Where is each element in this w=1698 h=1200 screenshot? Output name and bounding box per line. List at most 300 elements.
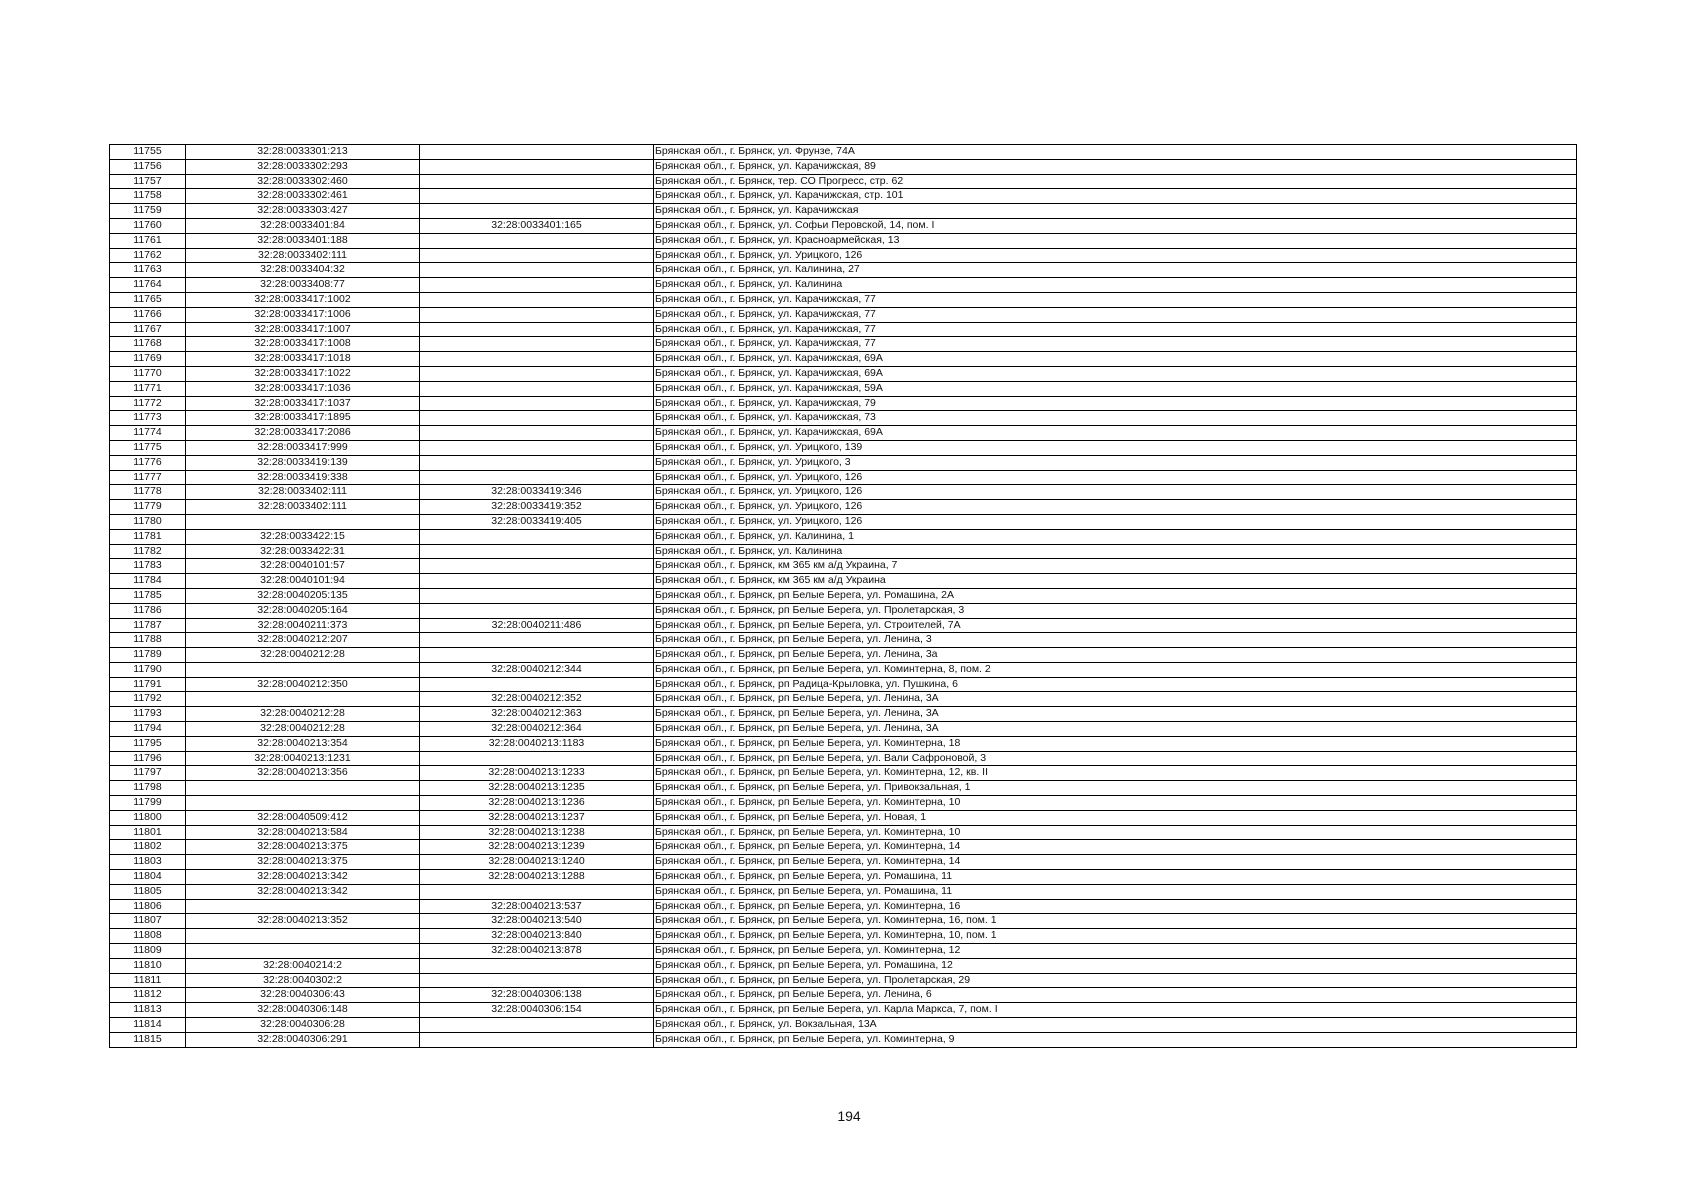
row-number-cell: 11791 (110, 677, 186, 692)
cadastral-number-cell: 32:28:0040213:342 (186, 870, 420, 885)
related-cadastral-number-cell: 32:28:0040212:352 (420, 692, 654, 707)
table-row (110, 781, 1577, 796)
cadastral-number-cell: 32:28:0033417:1037 (186, 396, 420, 411)
address-cell: Брянская обл., г. Брянск, рп Белые Берега, ул. Строителей, 7А (654, 618, 1577, 633)
related-cadastral-number-cell (420, 884, 654, 899)
cadastral-number-cell: 32:28:0040306:291 (186, 1032, 420, 1047)
related-cadastral-number-cell (420, 174, 654, 189)
table-row (110, 648, 1577, 663)
address-cell: Брянская обл., г. Брянск, ул. Карачижская (654, 204, 1577, 219)
table-row (110, 603, 1577, 618)
address-cell: Брянская обл., г. Брянск, ул. Калинина, 1 (654, 529, 1577, 544)
row-number-cell: 11782 (110, 544, 186, 559)
related-cadastral-number-cell (420, 204, 654, 219)
related-cadastral-number-cell (420, 337, 654, 352)
address-cell: Брянская обл., г. Брянск, ул. Калинина (654, 544, 1577, 559)
address-cell: Брянская обл., г. Брянск, ул. Урицкого, 126 (654, 514, 1577, 529)
table-row (110, 588, 1577, 603)
row-number-cell: 11759 (110, 204, 186, 219)
table-row (110, 633, 1577, 648)
row-number-cell: 11767 (110, 322, 186, 337)
related-cadastral-number-cell: 32:28:0040212:364 (420, 722, 654, 737)
address-cell: Брянская обл., г. Брянск, рп Белые Берега, ул. Коминтерна, 18 (654, 736, 1577, 751)
cadastral-number-cell: 32:28:0040302:2 (186, 973, 420, 988)
row-number-cell: 11813 (110, 1003, 186, 1018)
related-cadastral-number-cell (420, 322, 654, 337)
row-number-cell: 11806 (110, 899, 186, 914)
related-cadastral-number-cell (420, 189, 654, 204)
cadastral-number-cell: 32:28:0033301:213 (186, 145, 420, 160)
address-cell: Брянская обл., г. Брянск, рп Белые Берега, ул. Коминтерна, 8, пом. 2 (654, 662, 1577, 677)
table-row (110, 944, 1577, 959)
row-number-cell: 11800 (110, 810, 186, 825)
address-cell: Брянская обл., г. Брянск, ул. Карачижская, 69А (654, 352, 1577, 367)
row-number-cell: 11760 (110, 218, 186, 233)
table-row (110, 440, 1577, 455)
related-cadastral-number-cell: 32:28:0040306:138 (420, 988, 654, 1003)
row-number-cell: 11784 (110, 574, 186, 589)
table-row (110, 662, 1577, 677)
cadastral-number-cell: 32:28:0040213:356 (186, 766, 420, 781)
row-number-cell: 11775 (110, 440, 186, 455)
cadastral-number-cell: 32:28:0033302:461 (186, 189, 420, 204)
address-cell: Брянская обл., г. Брянск, ул. Карачижская, 69А (654, 426, 1577, 441)
cadastral-number-cell: 32:28:0033422:15 (186, 529, 420, 544)
address-cell: Брянская обл., г. Брянск, рп Белые Берега, ул. Коминтерна, 14 (654, 840, 1577, 855)
address-cell: Брянская обл., г. Брянск, рп Белые Берега, ул. Коминтерна, 9 (654, 1032, 1577, 1047)
table-row (110, 1003, 1577, 1018)
related-cadastral-number-cell: 32:28:0040213:1238 (420, 825, 654, 840)
related-cadastral-number-cell (420, 426, 654, 441)
table-row (110, 884, 1577, 899)
address-cell: Брянская обл., г. Брянск, ул. Карачижская, 69А (654, 366, 1577, 381)
address-cell: Брянская обл., г. Брянск, ул. Урицкого, 126 (654, 470, 1577, 485)
related-cadastral-number-cell (420, 159, 654, 174)
address-cell: Брянская обл., г. Брянск, ул. Красноармейская, 13 (654, 233, 1577, 248)
table-row (110, 204, 1577, 219)
cadastral-number-cell: 32:28:0033417:1002 (186, 292, 420, 307)
address-cell: Брянская обл., г. Брянск, рп Белые Берега, ул. Коминтерна, 12 (654, 944, 1577, 959)
row-number-cell: 11809 (110, 944, 186, 959)
cadastral-number-cell: 32:28:0040306:43 (186, 988, 420, 1003)
cadastral-number-cell: 32:28:0033402:111 (186, 248, 420, 263)
address-cell: Брянская обл., г. Брянск, рп Белые Берега, ул. Вали Сафроновой, 3 (654, 751, 1577, 766)
related-cadastral-number-cell: 32:28:0040213:1237 (420, 810, 654, 825)
cadastral-number-cell: 32:28:0040205:135 (186, 588, 420, 603)
table-row (110, 248, 1577, 263)
table-row (110, 677, 1577, 692)
related-cadastral-number-cell: 32:28:0033419:352 (420, 500, 654, 515)
address-cell: Брянская обл., г. Брянск, тер. СО Прогресс, стр. 62 (654, 174, 1577, 189)
related-cadastral-number-cell (420, 588, 654, 603)
cadastral-number-cell: 32:28:0040212:350 (186, 677, 420, 692)
row-number-cell: 11786 (110, 603, 186, 618)
related-cadastral-number-cell: 32:28:0040213:540 (420, 914, 654, 929)
cadastral-number-cell (186, 929, 420, 944)
row-number-cell: 11790 (110, 662, 186, 677)
page-number: 194 (837, 1108, 861, 1124)
related-cadastral-number-cell (420, 751, 654, 766)
address-cell: Брянская обл., г. Брянск, ул. Карачижская, 77 (654, 292, 1577, 307)
related-cadastral-number-cell: 32:28:0040213:1233 (420, 766, 654, 781)
table-row (110, 870, 1577, 885)
cadastral-number-cell: 32:28:0033417:2086 (186, 426, 420, 441)
table-row (110, 1018, 1577, 1033)
cadastral-number-cell: 32:28:0040214:2 (186, 958, 420, 973)
address-cell: Брянская обл., г. Брянск, ул. Урицкого, 3 (654, 455, 1577, 470)
cadastral-number-cell: 32:28:0040213:352 (186, 914, 420, 929)
table-row (110, 825, 1577, 840)
row-number-cell: 11766 (110, 307, 186, 322)
cadastral-number-cell: 32:28:0040306:148 (186, 1003, 420, 1018)
related-cadastral-number-cell: 32:28:0040213:878 (420, 944, 654, 959)
cadastral-number-cell: 32:28:0033401:188 (186, 233, 420, 248)
address-cell: Брянская обл., г. Брянск, рп Белые Берега, ул. Привокзальная, 1 (654, 781, 1577, 796)
address-cell: Брянская обл., г. Брянск, ул. Фрунзе, 74А (654, 145, 1577, 160)
address-cell: Брянская обл., г. Брянск, рп Белые Берега, ул. Ромашина, 2А (654, 588, 1577, 603)
related-cadastral-number-cell (420, 1018, 654, 1033)
address-cell: Брянская обл., г. Брянск, рп Белые Берега, ул. Новая, 1 (654, 810, 1577, 825)
row-number-cell: 11801 (110, 825, 186, 840)
related-cadastral-number-cell (420, 381, 654, 396)
address-cell: Брянская обл., г. Брянск, рп Белые Берега, ул. Ленина, 3А (654, 707, 1577, 722)
address-cell: Брянская обл., г. Брянск, рп Белые Берега, ул. Коминтерна, 10 (654, 825, 1577, 840)
related-cadastral-number-cell (420, 633, 654, 648)
cadastral-number-cell: 32:28:0040213:584 (186, 825, 420, 840)
address-cell: Брянская обл., г. Брянск, рп Белые Берега, ул. Коминтерна, 10, пом. 1 (654, 929, 1577, 944)
cadastral-number-cell (186, 662, 420, 677)
address-cell: Брянская обл., г. Брянск, рп Белые Берега, ул. Ленина, 3А (654, 692, 1577, 707)
row-number-cell: 11785 (110, 588, 186, 603)
cadastral-number-cell: 32:28:0040101:57 (186, 559, 420, 574)
cadastral-number-cell: 32:28:0033402:111 (186, 485, 420, 500)
row-number-cell: 11758 (110, 189, 186, 204)
cadastral-number-cell: 32:28:0033417:1036 (186, 381, 420, 396)
related-cadastral-number-cell (420, 263, 654, 278)
table-row (110, 366, 1577, 381)
table-row (110, 692, 1577, 707)
address-cell: Брянская обл., г. Брянск, рп Белые Берега, ул. Пролетарская, 29 (654, 973, 1577, 988)
row-number-cell: 11795 (110, 736, 186, 751)
address-cell: Брянская обл., г. Брянск, рп Белые Берега, ул. Ленина, 3А (654, 722, 1577, 737)
cadastral-number-cell: 32:28:0033417:1007 (186, 322, 420, 337)
property-register-table (109, 144, 1577, 1048)
table-row (110, 145, 1577, 160)
related-cadastral-number-cell (420, 352, 654, 367)
related-cadastral-number-cell (420, 470, 654, 485)
table-row (110, 381, 1577, 396)
table-row (110, 840, 1577, 855)
address-cell: Брянская обл., г. Брянск, ул. Карачижская, 59А (654, 381, 1577, 396)
cadastral-number-cell (186, 944, 420, 959)
table-row (110, 544, 1577, 559)
table-row (110, 722, 1577, 737)
table-row (110, 322, 1577, 337)
cadastral-number-cell: 32:28:0040213:1231 (186, 751, 420, 766)
table-row (110, 766, 1577, 781)
row-number-cell: 11757 (110, 174, 186, 189)
row-number-cell: 11792 (110, 692, 186, 707)
cadastral-number-cell: 32:28:0033302:293 (186, 159, 420, 174)
address-cell: Брянская обл., г. Брянск, ул. Урицкого, 126 (654, 485, 1577, 500)
row-number-cell: 11808 (110, 929, 186, 944)
table-row (110, 514, 1577, 529)
address-cell: Брянская обл., г. Брянск, рп Белые Берега, ул. Ленина, 3а (654, 648, 1577, 663)
address-cell: Брянская обл., г. Брянск, рп Белые Берега, ул. Ромашина, 11 (654, 884, 1577, 899)
cadastral-number-cell: 32:28:0033417:999 (186, 440, 420, 455)
related-cadastral-number-cell (420, 366, 654, 381)
cadastral-number-cell: 32:28:0040212:28 (186, 722, 420, 737)
row-number-cell: 11774 (110, 426, 186, 441)
cadastral-number-cell: 32:28:0033401:84 (186, 218, 420, 233)
table-row (110, 218, 1577, 233)
related-cadastral-number-cell: 32:28:0040212:344 (420, 662, 654, 677)
table-row (110, 707, 1577, 722)
table-row (110, 411, 1577, 426)
address-cell: Брянская обл., г. Брянск, км 365 км а/д Украина (654, 574, 1577, 589)
related-cadastral-number-cell: 32:28:0040213:1240 (420, 855, 654, 870)
table-row (110, 855, 1577, 870)
related-cadastral-number-cell: 32:28:0040213:1239 (420, 840, 654, 855)
table-row (110, 470, 1577, 485)
row-number-cell: 11778 (110, 485, 186, 500)
table-row (110, 929, 1577, 944)
related-cadastral-number-cell: 32:28:0040213:840 (420, 929, 654, 944)
address-cell: Брянская обл., г. Брянск, рп Белые Берега, ул. Коминтерна, 16, пом. 1 (654, 914, 1577, 929)
row-number-cell: 11764 (110, 278, 186, 293)
address-cell: Брянская обл., г. Брянск, ул. Карачижская, 73 (654, 411, 1577, 426)
cadastral-number-cell: 32:28:0033419:139 (186, 455, 420, 470)
cadastral-number-cell: 32:28:0040212:28 (186, 707, 420, 722)
cadastral-number-cell: 32:28:0033302:460 (186, 174, 420, 189)
table-row (110, 559, 1577, 574)
table-body (110, 145, 1577, 1048)
related-cadastral-number-cell (420, 1032, 654, 1047)
related-cadastral-number-cell: 32:28:0033419:346 (420, 485, 654, 500)
related-cadastral-number-cell (420, 292, 654, 307)
row-number-cell: 11783 (110, 559, 186, 574)
related-cadastral-number-cell: 32:28:0040212:363 (420, 707, 654, 722)
row-number-cell: 11788 (110, 633, 186, 648)
row-number-cell: 11814 (110, 1018, 186, 1033)
row-number-cell: 11787 (110, 618, 186, 633)
related-cadastral-number-cell (420, 648, 654, 663)
row-number-cell: 11768 (110, 337, 186, 352)
cadastral-number-cell: 32:28:0040213:342 (186, 884, 420, 899)
table-row (110, 352, 1577, 367)
address-cell: Брянская обл., г. Брянск, рп Белые Берега, ул. Карла Маркса, 7, пом. I (654, 1003, 1577, 1018)
row-number-cell: 11781 (110, 529, 186, 544)
table-row (110, 500, 1577, 515)
cadastral-number-cell (186, 796, 420, 811)
row-number-cell: 11810 (110, 958, 186, 973)
table-row (110, 426, 1577, 441)
address-cell: Брянская обл., г. Брянск, рп Радица-Крыловка, ул. Пушкина, 6 (654, 677, 1577, 692)
cadastral-number-cell: 32:28:0033404:32 (186, 263, 420, 278)
address-cell: Брянская обл., г. Брянск, км 365 км а/д Украина, 7 (654, 559, 1577, 574)
related-cadastral-number-cell: 32:28:0040213:1235 (420, 781, 654, 796)
related-cadastral-number-cell (420, 677, 654, 692)
row-number-cell: 11803 (110, 855, 186, 870)
related-cadastral-number-cell: 32:28:0033401:165 (420, 218, 654, 233)
related-cadastral-number-cell (420, 958, 654, 973)
row-number-cell: 11779 (110, 500, 186, 515)
related-cadastral-number-cell (420, 278, 654, 293)
row-number-cell: 11794 (110, 722, 186, 737)
table-row (110, 529, 1577, 544)
related-cadastral-number-cell (420, 574, 654, 589)
cadastral-number-cell: 32:28:0033417:1022 (186, 366, 420, 381)
table-row (110, 189, 1577, 204)
table-row (110, 307, 1577, 322)
cadastral-number-cell: 32:28:0040212:28 (186, 648, 420, 663)
cadastral-number-cell: 32:28:0033422:31 (186, 544, 420, 559)
cadastral-number-cell: 32:28:0040205:164 (186, 603, 420, 618)
address-cell: Брянская обл., г. Брянск, ул. Калинина (654, 278, 1577, 293)
table-row (110, 233, 1577, 248)
related-cadastral-number-cell (420, 973, 654, 988)
cadastral-number-cell: 32:28:0033402:111 (186, 500, 420, 515)
table-row (110, 574, 1577, 589)
row-number-cell: 11812 (110, 988, 186, 1003)
cadastral-number-cell: 32:28:0033417:1895 (186, 411, 420, 426)
table-row (110, 618, 1577, 633)
cadastral-number-cell: 32:28:0033417:1018 (186, 352, 420, 367)
address-cell: Брянская обл., г. Брянск, рп Белые Берега, ул. Коминтерна, 14 (654, 855, 1577, 870)
related-cadastral-number-cell (420, 455, 654, 470)
row-number-cell: 11769 (110, 352, 186, 367)
cadastral-number-cell: 32:28:0040509:412 (186, 810, 420, 825)
table-row (110, 988, 1577, 1003)
cadastral-number-cell: 32:28:0033419:338 (186, 470, 420, 485)
related-cadastral-number-cell (420, 233, 654, 248)
row-number-cell: 11771 (110, 381, 186, 396)
related-cadastral-number-cell (420, 307, 654, 322)
table-row (110, 455, 1577, 470)
cadastral-number-cell: 32:28:0040306:28 (186, 1018, 420, 1033)
row-number-cell: 11770 (110, 366, 186, 381)
related-cadastral-number-cell: 32:28:0040213:1183 (420, 736, 654, 751)
row-number-cell: 11765 (110, 292, 186, 307)
address-cell: Брянская обл., г. Брянск, рп Белые Берега, ул. Пролетарская, 3 (654, 603, 1577, 618)
address-cell: Брянская обл., г. Брянск, рп Белые Берега, ул. Коминтерна, 16 (654, 899, 1577, 914)
cadastral-number-cell: 32:28:0040212:207 (186, 633, 420, 648)
address-cell: Брянская обл., г. Брянск, рп Белые Берега, ул. Ленина, 6 (654, 988, 1577, 1003)
table-row (110, 736, 1577, 751)
cadastral-number-cell: 32:28:0040213:375 (186, 840, 420, 855)
row-number-cell: 11762 (110, 248, 186, 263)
row-number-cell: 11802 (110, 840, 186, 855)
related-cadastral-number-cell (420, 145, 654, 160)
table-row (110, 485, 1577, 500)
table-row (110, 174, 1577, 189)
row-number-cell: 11761 (110, 233, 186, 248)
cadastral-number-cell: 32:28:0033417:1008 (186, 337, 420, 352)
related-cadastral-number-cell: 32:28:0040211:486 (420, 618, 654, 633)
table-row (110, 337, 1577, 352)
address-cell: Брянская обл., г. Брянск, рп Белые Берега, ул. Коминтерна, 10 (654, 796, 1577, 811)
row-number-cell: 11798 (110, 781, 186, 796)
row-number-cell: 11796 (110, 751, 186, 766)
table-row (110, 973, 1577, 988)
table-row (110, 958, 1577, 973)
row-number-cell: 11772 (110, 396, 186, 411)
related-cadastral-number-cell: 32:28:0040213:1288 (420, 870, 654, 885)
table-row (110, 914, 1577, 929)
related-cadastral-number-cell (420, 396, 654, 411)
related-cadastral-number-cell: 32:28:0040213:537 (420, 899, 654, 914)
row-number-cell: 11799 (110, 796, 186, 811)
cadastral-number-cell (186, 899, 420, 914)
row-number-cell: 11777 (110, 470, 186, 485)
row-number-cell: 11793 (110, 707, 186, 722)
address-cell: Брянская обл., г. Брянск, рп Белые Берега, ул. Коминтерна, 12, кв. II (654, 766, 1577, 781)
related-cadastral-number-cell (420, 544, 654, 559)
cadastral-number-cell: 32:28:0040101:94 (186, 574, 420, 589)
address-cell: Брянская обл., г. Брянск, ул. Карачижская, 77 (654, 337, 1577, 352)
row-number-cell: 11773 (110, 411, 186, 426)
related-cadastral-number-cell (420, 603, 654, 618)
table-row (110, 899, 1577, 914)
related-cadastral-number-cell: 32:28:0040306:154 (420, 1003, 654, 1018)
address-cell: Брянская обл., г. Брянск, ул. Карачижская, 77 (654, 307, 1577, 322)
row-number-cell: 11805 (110, 884, 186, 899)
table-row (110, 810, 1577, 825)
row-number-cell: 11789 (110, 648, 186, 663)
cadastral-number-cell: 32:28:0033408:77 (186, 278, 420, 293)
table-row (110, 751, 1577, 766)
cadastral-number-cell: 32:28:0040211:373 (186, 618, 420, 633)
row-number-cell: 11756 (110, 159, 186, 174)
row-number-cell: 11776 (110, 455, 186, 470)
row-number-cell: 11815 (110, 1032, 186, 1047)
related-cadastral-number-cell: 32:28:0033419:405 (420, 514, 654, 529)
address-cell: Брянская обл., г. Брянск, ул. Карачижская, стр. 101 (654, 189, 1577, 204)
cadastral-number-cell: 32:28:0040213:354 (186, 736, 420, 751)
row-number-cell: 11807 (110, 914, 186, 929)
related-cadastral-number-cell (420, 248, 654, 263)
address-cell: Брянская обл., г. Брянск, ул. Урицкого, 126 (654, 248, 1577, 263)
related-cadastral-number-cell (420, 529, 654, 544)
row-number-cell: 11811 (110, 973, 186, 988)
address-cell: Брянская обл., г. Брянск, ул. Карачижская, 89 (654, 159, 1577, 174)
cadastral-number-cell (186, 514, 420, 529)
table-row (110, 396, 1577, 411)
cadastral-number-cell: 32:28:0033417:1006 (186, 307, 420, 322)
cadastral-number-cell (186, 692, 420, 707)
table-row (110, 796, 1577, 811)
related-cadastral-number-cell: 32:28:0040213:1236 (420, 796, 654, 811)
table-row (110, 278, 1577, 293)
table-row (110, 1032, 1577, 1047)
row-number-cell: 11780 (110, 514, 186, 529)
address-cell: Брянская обл., г. Брянск, ул. Карачижская, 79 (654, 396, 1577, 411)
address-cell: Брянская обл., г. Брянск, рп Белые Берега, ул. Ленина, 3 (654, 633, 1577, 648)
table-row (110, 263, 1577, 278)
address-cell: Брянская обл., г. Брянск, ул. Софьи Перовской, 14, пом. I (654, 218, 1577, 233)
cadastral-number-cell (186, 781, 420, 796)
related-cadastral-number-cell (420, 559, 654, 574)
address-cell: Брянская обл., г. Брянск, ул. Карачижская, 77 (654, 322, 1577, 337)
address-cell: Брянская обл., г. Брянск, ул. Урицкого, 139 (654, 440, 1577, 455)
row-number-cell: 11763 (110, 263, 186, 278)
cadastral-number-cell: 32:28:0033303:427 (186, 204, 420, 219)
related-cadastral-number-cell (420, 440, 654, 455)
related-cadastral-number-cell (420, 411, 654, 426)
address-cell: Брянская обл., г. Брянск, ул. Калинина, 27 (654, 263, 1577, 278)
address-cell: Брянская обл., г. Брянск, ул. Вокзальная, 13А (654, 1018, 1577, 1033)
table-row (110, 292, 1577, 307)
